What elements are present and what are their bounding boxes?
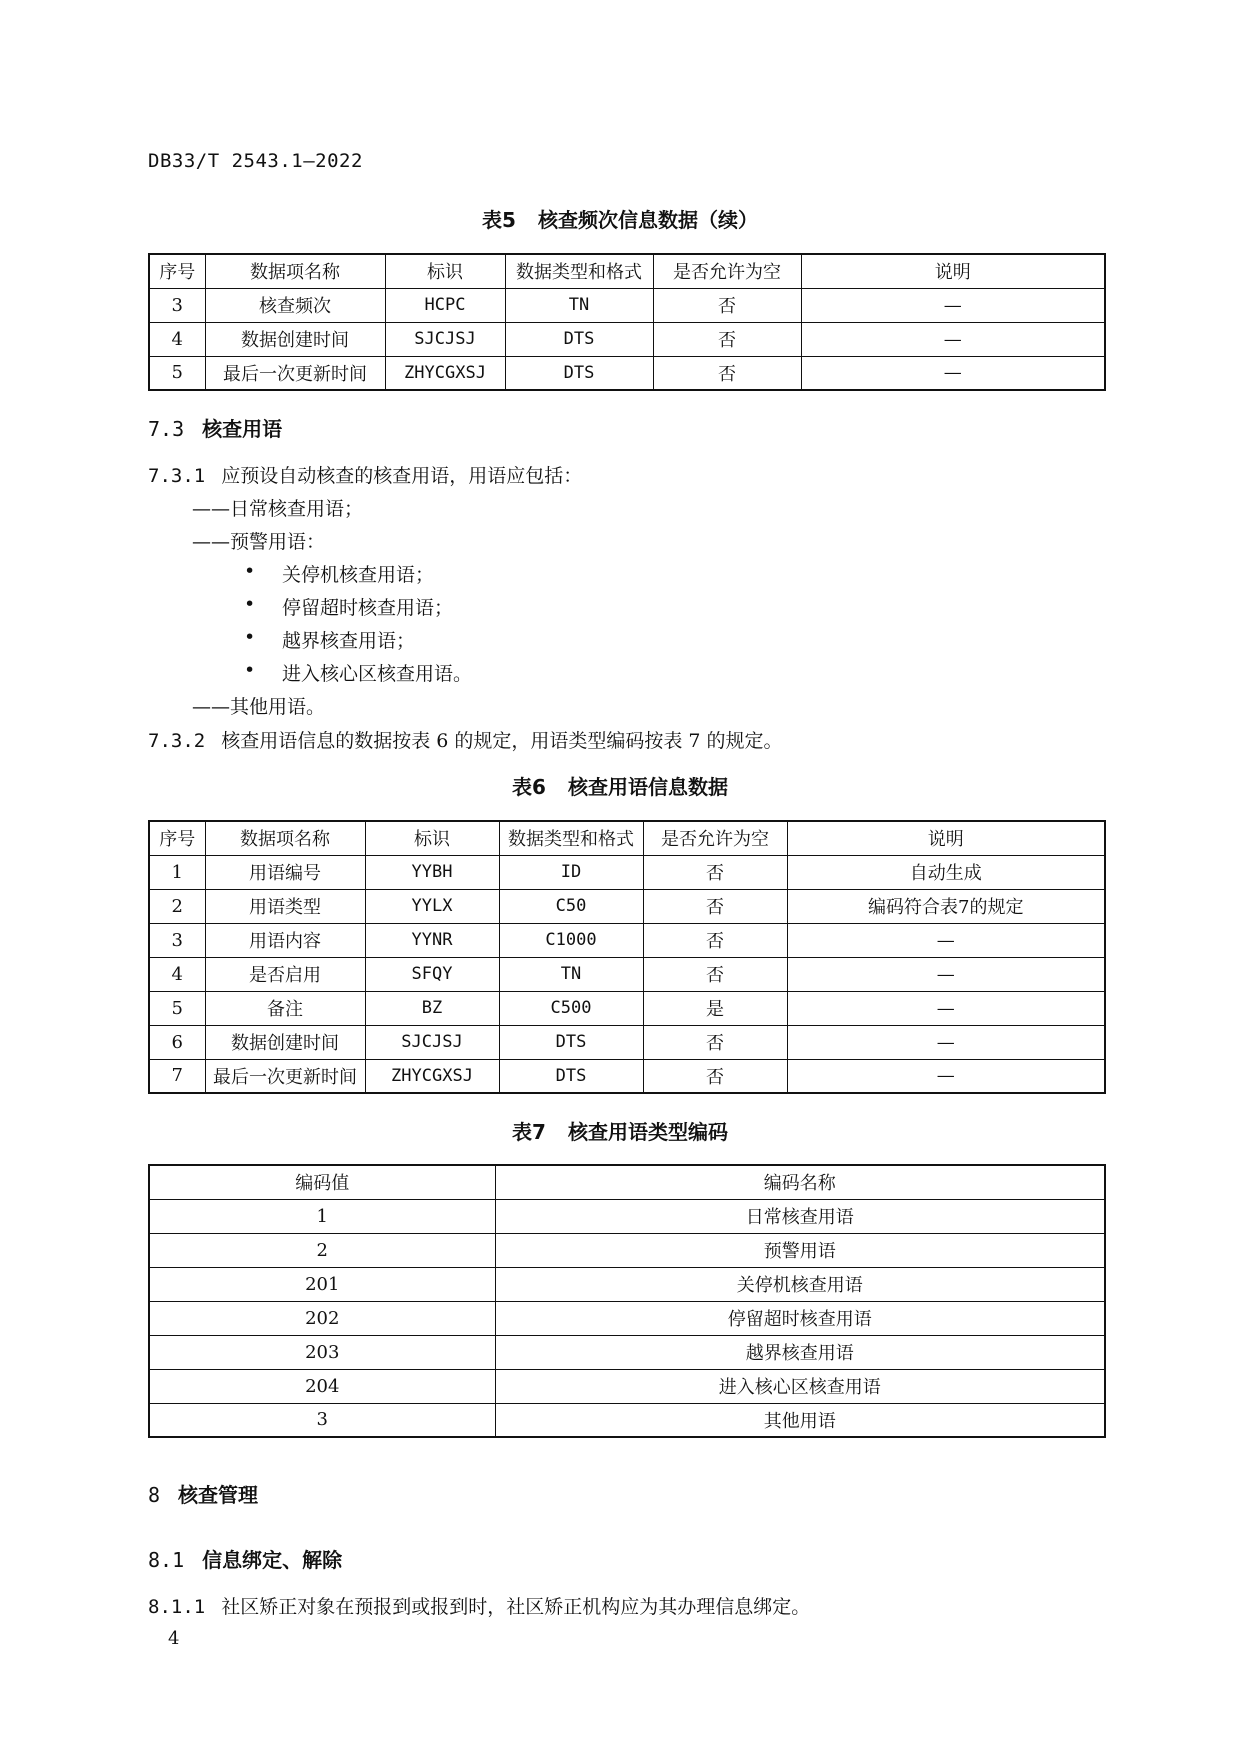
table-cell: SJCJSJ xyxy=(365,1025,499,1059)
table-cell: 自动生成 xyxy=(787,855,1105,889)
bullet-item: • 越界核查用语； xyxy=(282,626,415,653)
table6-caption-number: 表6 xyxy=(512,775,546,799)
table-cell: 203 xyxy=(149,1335,495,1369)
table-cell: 核查频次 xyxy=(205,288,385,322)
table-cell: 5 xyxy=(149,991,205,1025)
table-cell: HCPC xyxy=(385,288,505,322)
table-header-cell: 数据项名称 xyxy=(205,821,365,855)
document-id: DB33/T 2543.1—2022 xyxy=(148,150,363,172)
clause-7-3-2 xyxy=(148,726,783,753)
table-cell: 否 xyxy=(643,1025,787,1059)
table-cell: 204 xyxy=(149,1369,495,1403)
table-header-cell: 序号 xyxy=(149,254,205,288)
table-cell: — xyxy=(801,288,1105,322)
clause-number: 7.3.2 xyxy=(148,730,206,752)
table-cell: YYBH xyxy=(365,855,499,889)
table-cell: 备注 xyxy=(205,991,365,1025)
section-7-3-heading xyxy=(148,413,282,442)
table-row xyxy=(149,1059,1105,1093)
table-cell: ZHYCGXSJ xyxy=(385,356,505,390)
bullet-item: • 停留超时核查用语； xyxy=(282,593,453,620)
table-cell: 停留超时核查用语 xyxy=(495,1301,1105,1335)
table-cell: 5 xyxy=(149,356,205,390)
table-row xyxy=(149,1335,1105,1369)
table-header-cell: 是否允许为空 xyxy=(643,821,787,855)
table-cell: 是 xyxy=(643,991,787,1025)
table-cell: C500 xyxy=(499,991,643,1025)
table-cell: — xyxy=(787,923,1105,957)
section-8-heading xyxy=(148,1479,258,1508)
table-cell: DTS xyxy=(499,1059,643,1093)
dash-item: ——其他用语。 xyxy=(192,696,326,718)
table-cell: 预警用语 xyxy=(495,1233,1105,1267)
table-cell: DTS xyxy=(505,356,653,390)
table-cell: 关停机核查用语 xyxy=(495,1267,1105,1301)
table-cell: 数据创建时间 xyxy=(205,322,385,356)
table-row xyxy=(149,889,1105,923)
table-cell: 否 xyxy=(653,322,801,356)
table-cell: 202 xyxy=(149,1301,495,1335)
table-header-cell: 序号 xyxy=(149,821,205,855)
table-cell: 4 xyxy=(149,957,205,991)
table7-caption-title: 核查用语类型编码 xyxy=(567,1120,728,1144)
section-number: 8.1 xyxy=(148,1548,185,1572)
table-cell: TN xyxy=(499,957,643,991)
table-header-cell: 数据项名称 xyxy=(205,254,385,288)
table-header-cell: 说明 xyxy=(801,254,1105,288)
clause-text: 核查用语信息的数据按表 6 的规定，用语类型编码按表 7 的规定。 xyxy=(221,730,783,752)
table-header-cell: 标识 xyxy=(365,821,499,855)
table-cell: — xyxy=(801,322,1105,356)
section-number: 8 xyxy=(148,1483,161,1507)
table-cell: 1 xyxy=(149,1199,495,1233)
table-cell: 用语编号 xyxy=(205,855,365,889)
table-cell: 3 xyxy=(149,923,205,957)
table-cell: SFQY xyxy=(365,957,499,991)
table6-caption xyxy=(0,771,1240,800)
table7-caption xyxy=(0,1116,1240,1145)
table-cell: 数据创建时间 xyxy=(205,1025,365,1059)
section-title: 信息绑定、解除 xyxy=(202,1548,343,1572)
table7 xyxy=(148,1164,1106,1438)
section-number: 7.3 xyxy=(148,417,185,441)
clause-8-1-1 xyxy=(148,1592,810,1619)
table-cell: 201 xyxy=(149,1267,495,1301)
clause-text: 应预设自动核查的核查用语，用语应包括： xyxy=(221,465,583,487)
table-cell: — xyxy=(787,1059,1105,1093)
table-header-row xyxy=(149,821,1105,855)
dash-item: ——预警用语： xyxy=(192,531,326,553)
table-cell: 日常核查用语 xyxy=(495,1199,1105,1233)
table-cell: 否 xyxy=(643,923,787,957)
table-cell: BZ xyxy=(365,991,499,1025)
table-cell: TN xyxy=(505,288,653,322)
table6-body xyxy=(149,821,1105,1093)
table-cell: — xyxy=(787,957,1105,991)
table-cell: 1 xyxy=(149,855,205,889)
table-cell: 2 xyxy=(149,889,205,923)
table-cell: 否 xyxy=(643,957,787,991)
table-cell: 否 xyxy=(653,356,801,390)
table-header-cell: 是否允许为空 xyxy=(653,254,801,288)
table-cell: 否 xyxy=(653,288,801,322)
page-number: 4 xyxy=(168,1628,180,1649)
table-cell: 7 xyxy=(149,1059,205,1093)
table-cell: 2 xyxy=(149,1233,495,1267)
table-row xyxy=(149,1267,1105,1301)
table-cell: — xyxy=(787,1025,1105,1059)
table-row xyxy=(149,1301,1105,1335)
table-cell: 4 xyxy=(149,322,205,356)
table-row xyxy=(149,1403,1105,1437)
table-cell: 否 xyxy=(643,889,787,923)
clause-number: 7.3.1 xyxy=(148,465,206,487)
table-header-cell: 编码名称 xyxy=(495,1165,1105,1199)
table-header-row xyxy=(149,1165,1105,1199)
dash-item: ——日常核查用语； xyxy=(192,498,364,520)
table-row xyxy=(149,1369,1105,1403)
clause-text: 社区矫正对象在预报到或报到时，社区矫正机构应为其办理信息绑定。 xyxy=(221,1596,811,1618)
table5-caption-title: 核查频次信息数据（续） xyxy=(537,208,758,232)
table-cell: 用语内容 xyxy=(205,923,365,957)
table6 xyxy=(148,820,1106,1094)
table-cell: C1000 xyxy=(499,923,643,957)
table-cell: DTS xyxy=(505,322,653,356)
table-cell: DTS xyxy=(499,1025,643,1059)
table-cell: C50 xyxy=(499,889,643,923)
table-header-cell: 数据类型和格式 xyxy=(505,254,653,288)
table-row xyxy=(149,322,1105,356)
table-row xyxy=(149,855,1105,889)
section-title: 核查用语 xyxy=(202,417,283,441)
section-8-1-heading xyxy=(148,1544,342,1573)
table-row xyxy=(149,288,1105,322)
table-cell: 否 xyxy=(643,1059,787,1093)
table-cell: 越界核查用语 xyxy=(495,1335,1105,1369)
table-cell: 编码符合表7的规定 xyxy=(787,889,1105,923)
bullet-item: • 进入核心区核查用语。 xyxy=(282,659,472,686)
table-cell: 最后一次更新时间 xyxy=(205,356,385,390)
table-cell: ID xyxy=(499,855,643,889)
table-header-cell: 说明 xyxy=(787,821,1105,855)
table-row xyxy=(149,1025,1105,1059)
table-row xyxy=(149,991,1105,1025)
table5 xyxy=(148,253,1106,391)
table-cell: — xyxy=(787,991,1105,1025)
table6-caption-title: 核查用语信息数据 xyxy=(567,775,728,799)
table-cell: ZHYCGXSJ xyxy=(365,1059,499,1093)
table-cell: 3 xyxy=(149,288,205,322)
table-header-cell: 数据类型和格式 xyxy=(499,821,643,855)
table-row xyxy=(149,957,1105,991)
table-cell: 最后一次更新时间 xyxy=(205,1059,365,1093)
table-cell: 是否启用 xyxy=(205,957,365,991)
table-cell: 用语类型 xyxy=(205,889,365,923)
table-cell: 否 xyxy=(643,855,787,889)
table-cell: 6 xyxy=(149,1025,205,1059)
table-header-cell: 标识 xyxy=(385,254,505,288)
table-header-row xyxy=(149,254,1105,288)
clause-number: 8.1.1 xyxy=(148,1596,206,1618)
table-row xyxy=(149,356,1105,390)
table-cell: SJCJSJ xyxy=(385,322,505,356)
table-row xyxy=(149,1233,1105,1267)
table7-body xyxy=(149,1165,1105,1437)
table-row xyxy=(149,1199,1105,1233)
table-cell: — xyxy=(801,356,1105,390)
table-row xyxy=(149,923,1105,957)
table-header-cell: 编码值 xyxy=(149,1165,495,1199)
table-cell: 3 xyxy=(149,1403,495,1437)
clause-7-3-1 xyxy=(148,461,582,488)
table-cell: 其他用语 xyxy=(495,1403,1105,1437)
table7-caption-number: 表7 xyxy=(512,1120,546,1144)
table-cell: YYNR xyxy=(365,923,499,957)
bullet-item: • 关停机核查用语； xyxy=(282,560,434,587)
table-cell: 进入核心区核查用语 xyxy=(495,1369,1105,1403)
table5-body xyxy=(149,254,1105,390)
section-title: 核查管理 xyxy=(178,1483,259,1507)
table5-caption xyxy=(0,204,1240,233)
table5-caption-number: 表5 xyxy=(482,208,516,232)
table-cell: YYLX xyxy=(365,889,499,923)
